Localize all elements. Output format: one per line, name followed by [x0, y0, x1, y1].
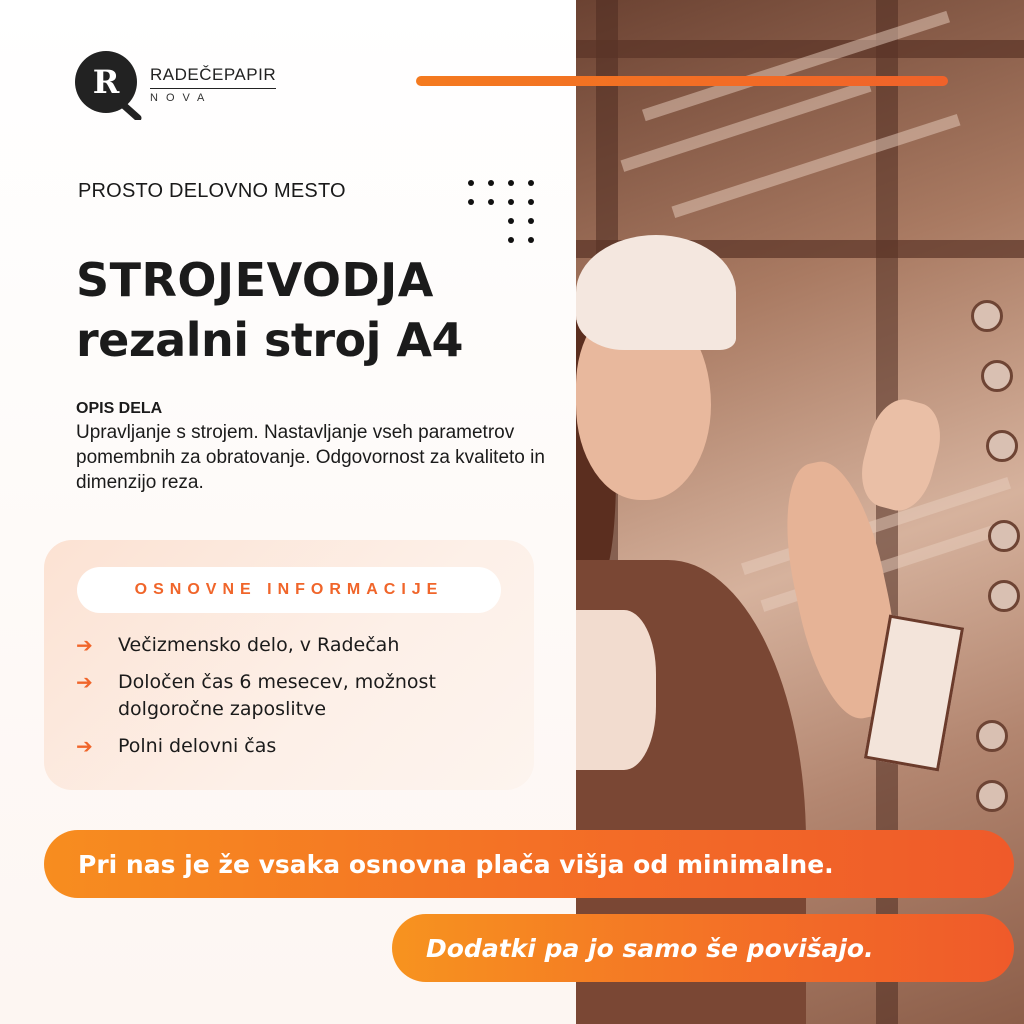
job-eyebrow: PROSTO DELOVNO MESTO: [78, 180, 346, 202]
svg-text:R: R: [92, 63, 120, 101]
description-text: Upravljanje s strojem. Nastavljanje vseh parametrov pomembnih za obratovanje. Odgovornost za kvaliteto in dimenzijo reza.: [76, 422, 545, 493]
job-title-line1: STROJEVODJA: [76, 253, 434, 307]
list-item: [76, 733, 516, 760]
arrow-right-icon: ➔: [76, 633, 93, 657]
bonus-banner: [392, 914, 1014, 982]
accent-bar: [416, 76, 948, 86]
job-title-line2: rezalni stroj A4: [76, 313, 464, 367]
info-heading: OSNOVNE INFORMACIJE: [77, 567, 501, 613]
salary-banner-text: Pri nas je že vsaka osnovna plača višja od minimalne.: [78, 849, 834, 879]
bonus-banner-text: Dodatki pa jo samo še povišajo.: [426, 933, 874, 963]
info-item-text: Polni delovni čas: [118, 735, 277, 757]
logo-monogram-icon: [72, 48, 144, 120]
description-heading: OPIS DELA: [76, 400, 163, 417]
list-item: [76, 669, 516, 723]
dots-decoration-icon: [468, 180, 538, 246]
job-description: [76, 400, 546, 495]
job-title: [76, 250, 463, 370]
info-card: [44, 540, 534, 790]
salary-banner: [44, 830, 1014, 898]
info-list: [76, 632, 516, 770]
brand-name: RADEČEPAPIR: [150, 65, 276, 89]
brand-sub: NOVA: [150, 91, 213, 104]
list-item: [76, 632, 516, 659]
company-logo: [72, 48, 276, 120]
arrow-right-icon: ➔: [76, 670, 93, 694]
info-item-text: Večizmensko delo, v Radečah: [118, 634, 400, 656]
info-item-text: Določen čas 6 mesecev, možnost dolgoročne zaposlitve: [118, 671, 436, 720]
arrow-right-icon: ➔: [76, 734, 93, 758]
